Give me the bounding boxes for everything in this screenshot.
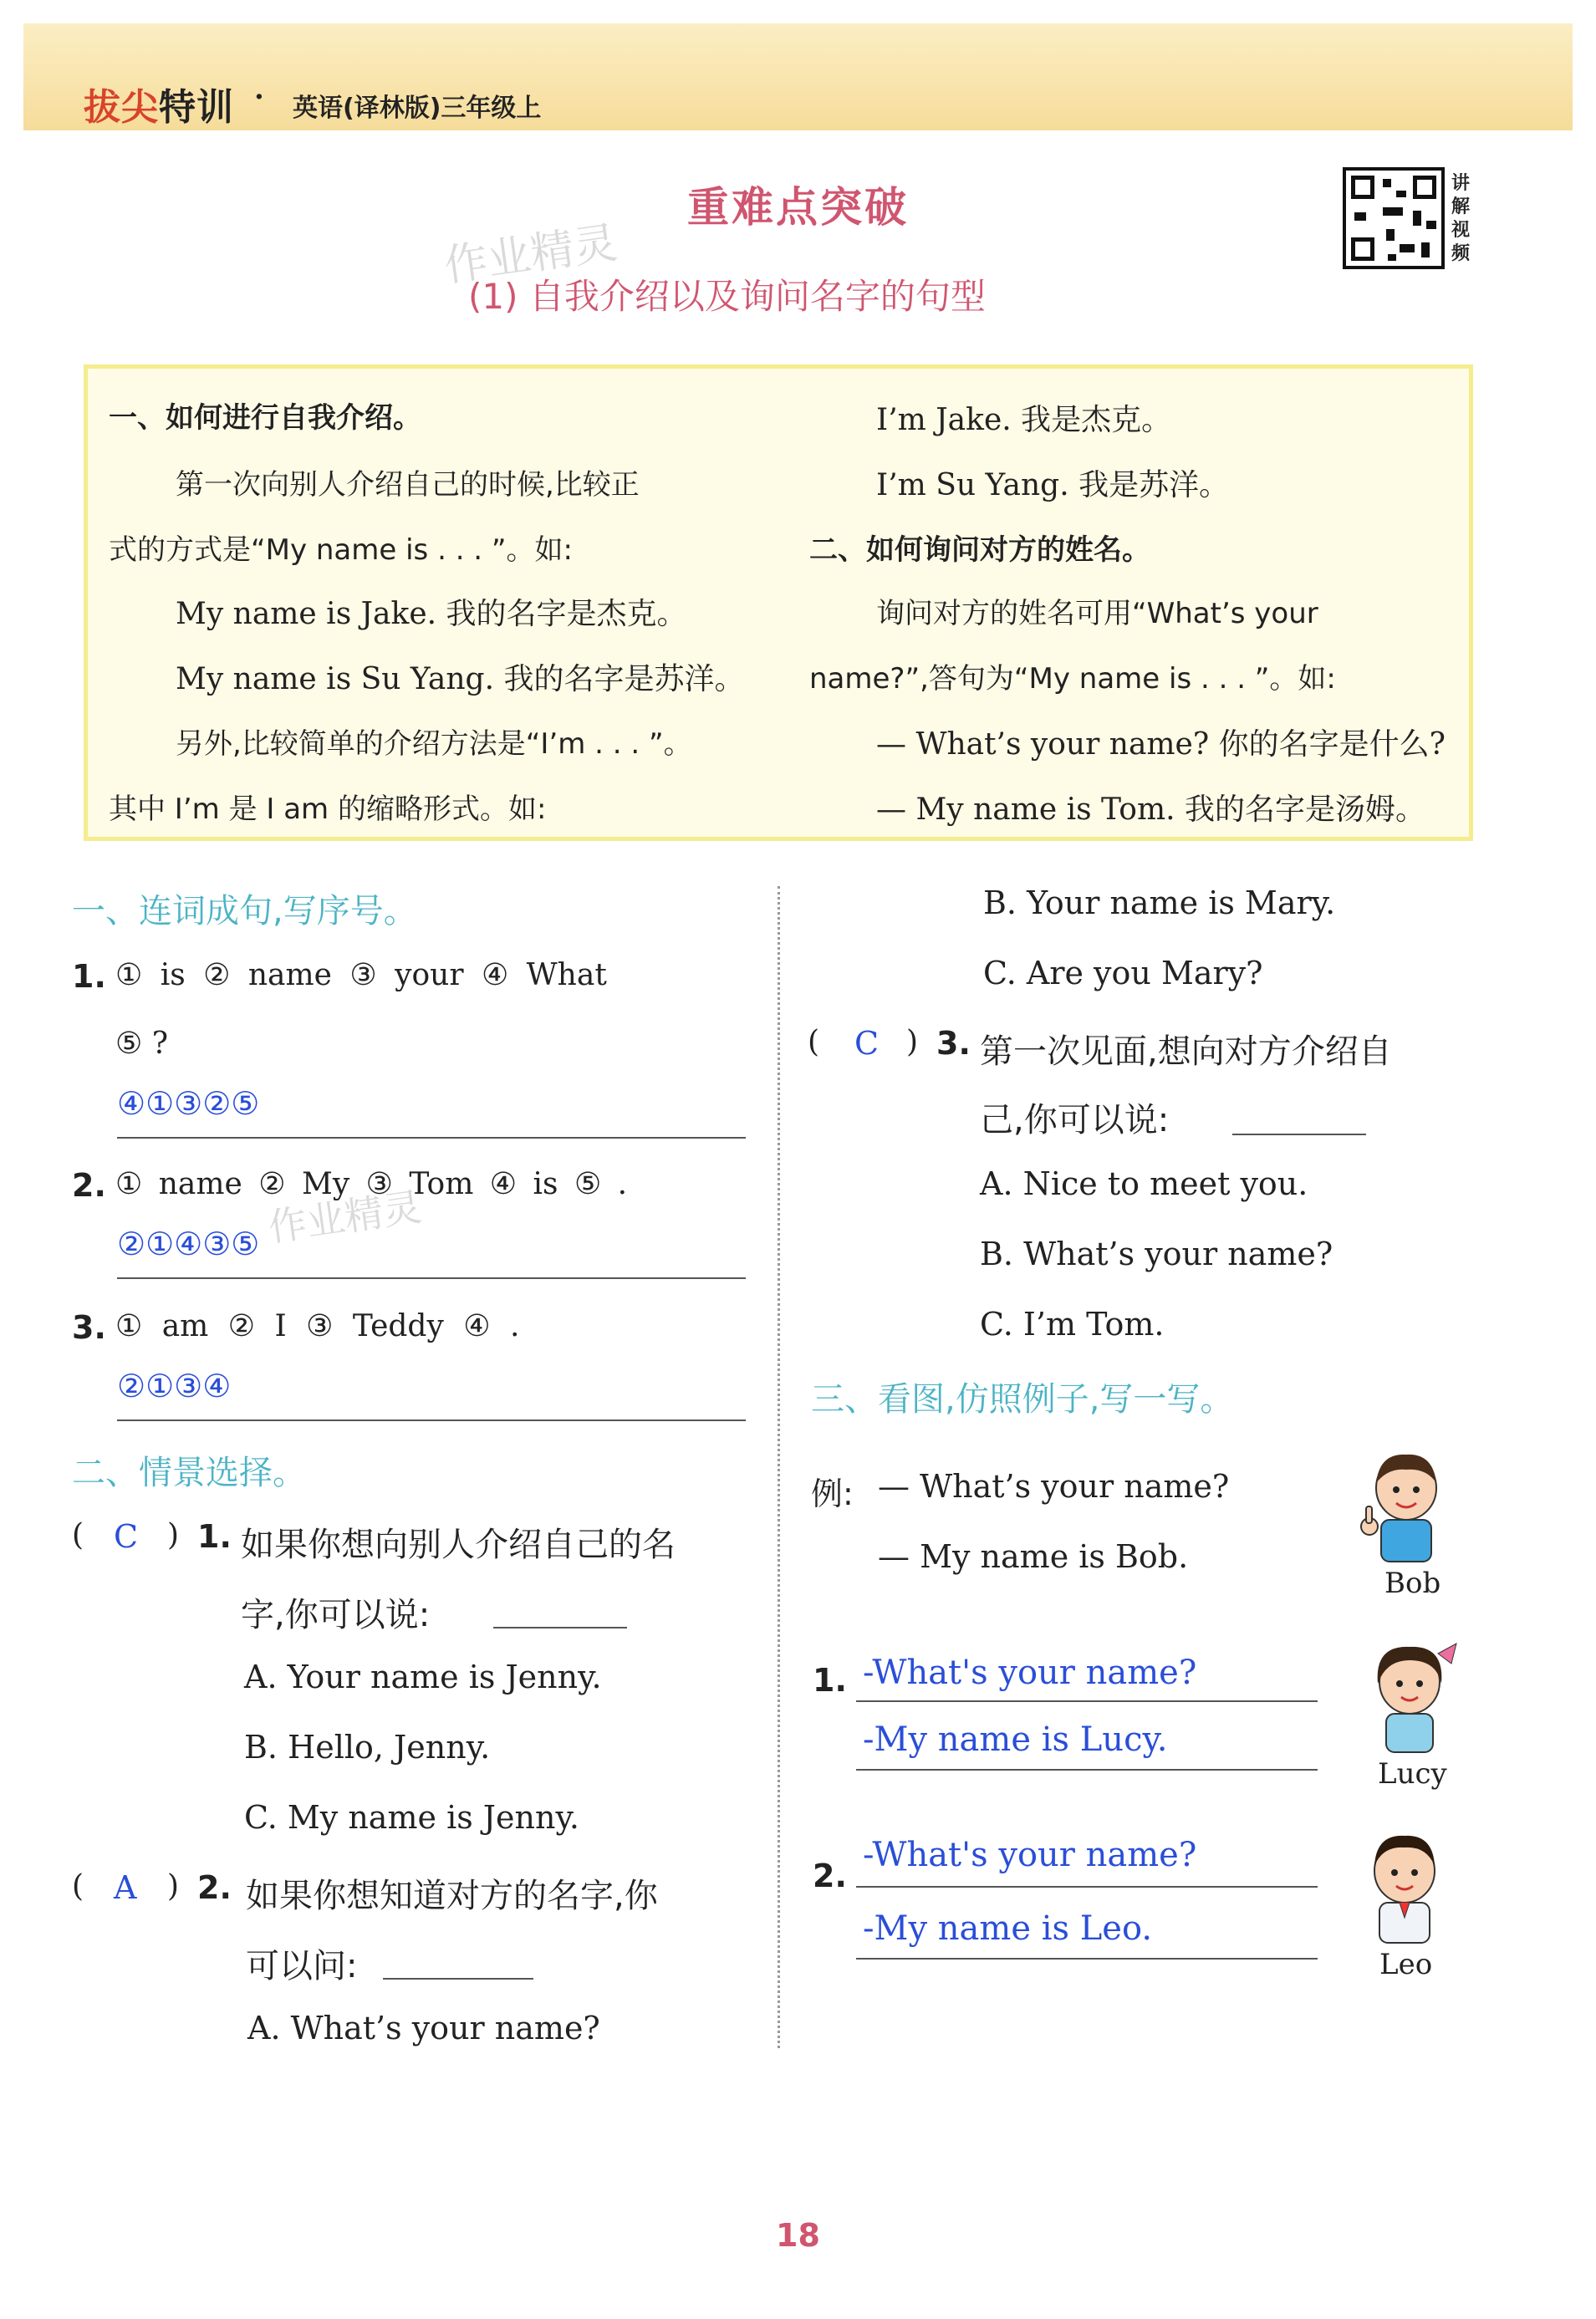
notes-left-line: 式的方式是“My name is . . . ”。如:: [109, 533, 573, 567]
notes-right-example: I’m Jake. 我是杰克。: [876, 403, 1172, 437]
answer-reply[interactable]: -My name is Leo.: [863, 1909, 1153, 1948]
blank-line: [493, 1627, 627, 1628]
paren-open: (: [72, 1869, 84, 1904]
option[interactable]: A. What’s your name?: [247, 2010, 600, 2046]
choice-answer[interactable]: C: [854, 1025, 880, 1062]
question-number: 1.: [197, 1518, 232, 1555]
word-list: ① is ② name ③ your ④ What: [115, 958, 607, 992]
leo-illustration-icon: [1349, 1826, 1458, 1951]
watermark: 作业精灵: [441, 217, 620, 293]
answer-line: [856, 1700, 1318, 1702]
paren-close: ): [167, 1518, 180, 1552]
question-number: 2.: [197, 1869, 232, 1906]
answer-question[interactable]: -What's your name?: [863, 1654, 1197, 1692]
answer-line: [117, 1277, 746, 1279]
option[interactable]: A. Your name is Jenny.: [244, 1659, 602, 1695]
notes-left-example: My name is Jake. 我的名字是杰克。: [176, 597, 687, 631]
question-stem: 如果你想向别人介绍自己的名: [241, 1526, 676, 1564]
notes-right-heading: 二、如何询问对方的姓名。: [809, 533, 1150, 567]
paren-open: (: [72, 1518, 84, 1552]
paren-close: ): [906, 1025, 919, 1059]
paren-open: (: [808, 1025, 820, 1059]
column-divider: [778, 886, 780, 2048]
option[interactable]: B. Your name is Mary.: [983, 884, 1336, 921]
answer-line: [856, 1958, 1318, 1960]
header-dot: ·: [254, 80, 264, 114]
notes-left-line: 第一次向别人介绍自己的时候,比较正: [176, 468, 640, 502]
brand-red-text: 拔尖: [84, 86, 159, 129]
part3-heading: 三、看图,仿照例子,写一写。: [811, 1380, 1234, 1419]
notes-right-example: I’m Su Yang. 我是苏洋。: [876, 468, 1230, 502]
notes-left-heading: 一、如何进行自我介绍。: [109, 401, 421, 435]
option[interactable]: A. Nice to meet you.: [980, 1165, 1308, 1202]
answer-line: [117, 1419, 746, 1421]
example-label: 例:: [811, 1475, 854, 1512]
choice-answer[interactable]: A: [114, 1869, 137, 1906]
watermark: 作业精灵: [265, 1184, 425, 1251]
notes-left-line: 另外,比较简单的介绍方法是“I’m . . . ”。: [176, 727, 692, 761]
question-number: 1.: [72, 958, 106, 995]
question-number: 3.: [936, 1025, 971, 1062]
question-number: 2.: [813, 1858, 847, 1894]
answer-text[interactable]: ②①④③⑤: [117, 1226, 260, 1262]
answer-text[interactable]: ②①③④: [117, 1368, 232, 1404]
answer-question[interactable]: -What's your name?: [863, 1836, 1197, 1874]
section-title: 重难点突破: [687, 183, 909, 232]
question-number: 2.: [72, 1167, 106, 1204]
blank-line: [1232, 1134, 1366, 1135]
part2-heading: 二、情景选择。: [72, 1454, 306, 1492]
bob-illustration-icon: [1346, 1446, 1455, 1572]
part1-heading: 一、连词成句,写序号。: [72, 892, 417, 930]
kid-name-label: Bob: [1384, 1567, 1441, 1600]
option[interactable]: B. What’s your name?: [980, 1236, 1333, 1272]
question-stem: 己,你可以说:: [980, 1101, 1170, 1139]
question-stem: 第一次见面,想向对方介绍自: [980, 1032, 1392, 1071]
brand-black-text: 特训: [159, 86, 234, 129]
paren-close: ): [167, 1869, 180, 1904]
question-stem: 如果你想知道对方的名字,你: [246, 1877, 658, 1915]
option[interactable]: C. I’m Tom.: [980, 1306, 1165, 1343]
notes-right-example: — What’s your name? 你的名字是什么?: [876, 727, 1446, 762]
question-stem: 字,你可以说:: [241, 1596, 431, 1634]
notes-right-line: name?”,答句为“My name is . . . ”。如:: [809, 662, 1336, 696]
example-question: — What’s your name?: [878, 1468, 1230, 1505]
page-number: 18: [776, 2217, 820, 2254]
answer-line: [856, 1769, 1318, 1771]
question-number: 1.: [813, 1662, 847, 1699]
word-list: ① name ② My ③ Tom ④ is ⑤ .: [115, 1167, 628, 1201]
option[interactable]: B. Hello, Jenny.: [244, 1729, 491, 1766]
choice-answer[interactable]: C: [114, 1518, 139, 1555]
lucy-illustration-icon: [1358, 1635, 1466, 1761]
word-list: ① am ② I ③ Teddy ④ .: [115, 1309, 520, 1343]
answer-text[interactable]: ④①③②⑤: [117, 1085, 260, 1122]
answer-line: [856, 1886, 1318, 1888]
example-answer: — My name is Bob.: [878, 1538, 1189, 1575]
word-list: ⑤ ?: [115, 1027, 169, 1061]
question-number: 3.: [72, 1309, 106, 1346]
answer-line: [117, 1137, 746, 1139]
blank-line: [383, 1978, 533, 1980]
book-subtitle: 英语(译林版)三年级上: [293, 94, 542, 123]
notes-left-line: 其中 I’m 是 I am 的缩略形式。如:: [109, 793, 547, 826]
kid-name-label: Lucy: [1378, 1757, 1447, 1791]
qr-code-icon[interactable]: [1343, 167, 1445, 269]
notes-left-example: My name is Su Yang. 我的名字是苏洋。: [176, 662, 745, 696]
brand-logo: [84, 77, 234, 130]
question-stem: 可以问:: [246, 1947, 358, 1985]
notes-right-line: 询问对方的姓名可用“What’s your: [876, 597, 1318, 630]
notes-right-example: — My name is Tom. 我的名字是汤姆。: [876, 793, 1425, 827]
kid-name-label: Leo: [1379, 1948, 1433, 1981]
header-bar: [23, 23, 1573, 130]
option[interactable]: C. My name is Jenny.: [244, 1799, 579, 1836]
qr-label: 讲解视频: [1451, 173, 1471, 264]
option[interactable]: C. Are you Mary?: [983, 955, 1263, 991]
answer-reply[interactable]: -My name is Lucy.: [863, 1720, 1168, 1759]
section-subtitle: (1) 自我介绍以及询问名字的句型: [468, 276, 986, 317]
